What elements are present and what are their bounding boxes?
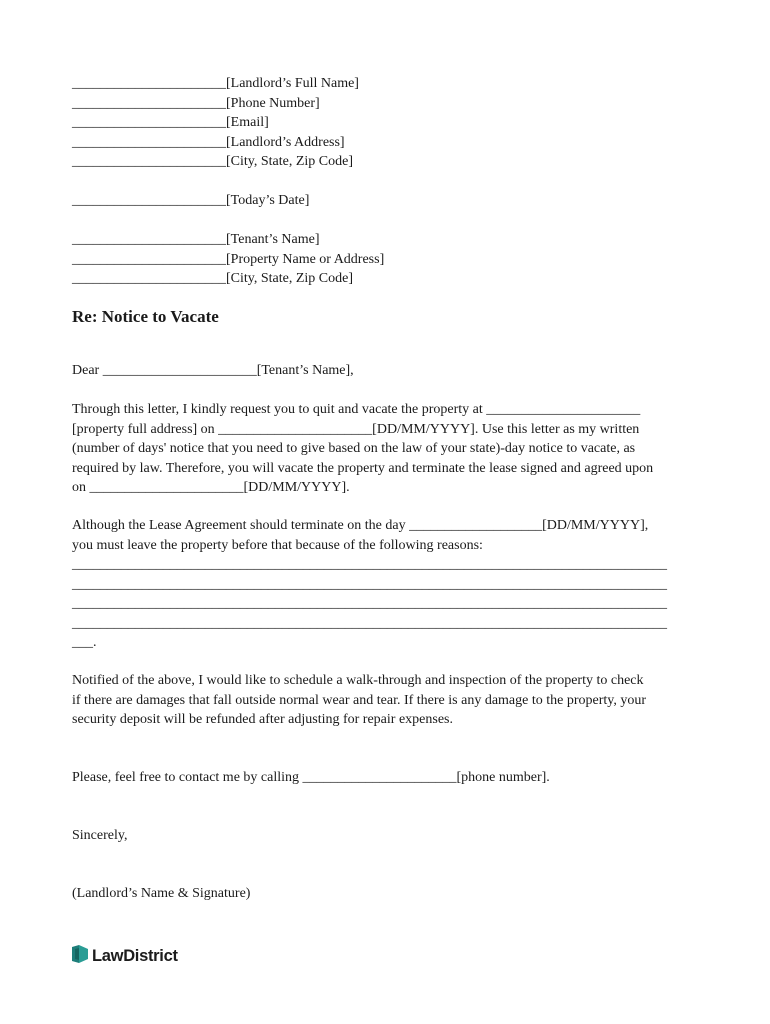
paragraph-reasons [72,516,702,653]
paragraph-request [72,400,702,498]
recipient-name-line: ______________________[Tenant’s Name] [72,232,320,247]
sender-name-line: ______________________[Landlord’s Full Name] [72,76,359,91]
signature-line: (Landlord’s Name & Signature) [72,886,251,901]
subject-heading: Re: Notice to Vacate [72,307,219,326]
reason-blank-line: _____________________________________________________________________________________ [72,576,667,592]
paragraph-line: if there are damages that fall outside normal wear and tear. If there is any damage to the property, your [72,692,647,708]
paragraph-line: required by law. Therefore, you will vacate the property and terminate the lease signed and agreed upon [72,460,654,476]
sender-phone-line: ______________________[Phone Number] [72,95,320,111]
contact-line: Please, feel free to contact me by calling ______________________[phone number]. [72,770,550,785]
salutation: Dear ______________________[Tenant’s Name], [72,363,354,378]
paragraph-line: security deposit will be refunded after adjusting for repair expenses. [72,712,453,727]
paragraph-line: (number of days' notice that you need to give based on the law of your state)-day notice to vacate, as [72,441,636,456]
lawdistrict-logo-text: LawDistrict [92,946,178,965]
sender-city-line: ______________________[City, State, Zip Code] [72,154,354,169]
sender-email-line: ______________________[Email] [72,115,269,130]
date-line: ______________________[Today’s Date] [72,193,310,208]
paragraph-line: Although the Lease Agreement should terminate on the day ___________________[DD/MM/YYYY], [72,518,649,533]
reason-blank-line: _____________________________________________________________________________________ [72,596,667,611]
recipient-property-line: ______________________[Property Name or Address] [72,251,385,267]
lawdistrict-logo-icon [70,943,90,970]
paragraph-line: Notified of the above, I would like to schedule a walk-through and inspection of the property to check [72,673,644,688]
reason-blank-line: _____________________________________________________________________________________ [72,615,667,631]
reason-blank-line: ___. [72,635,97,650]
paragraph-line: you must leave the property before that because of the following reasons: [72,537,483,553]
paragraph-line: [property full address] on ______________________[DD/MM/YYYY]. Use this letter as my written [72,421,640,437]
closing: Sincerely, [72,828,128,843]
reason-blank-line: _____________________________________________________________________________________ [72,557,667,572]
paragraph-inspection [72,671,702,730]
paragraph-line: on ______________________[DD/MM/YYYY]. [72,480,350,495]
lawdistrict-logo [70,944,178,968]
recipient-city-line: ______________________[City, State, Zip Code] [72,271,354,286]
sender-address-line: ______________________[Landlord’s Address] [72,134,345,150]
paragraph-line: Through this letter, I kindly request you to quit and vacate the property at ______________________ [72,402,641,417]
